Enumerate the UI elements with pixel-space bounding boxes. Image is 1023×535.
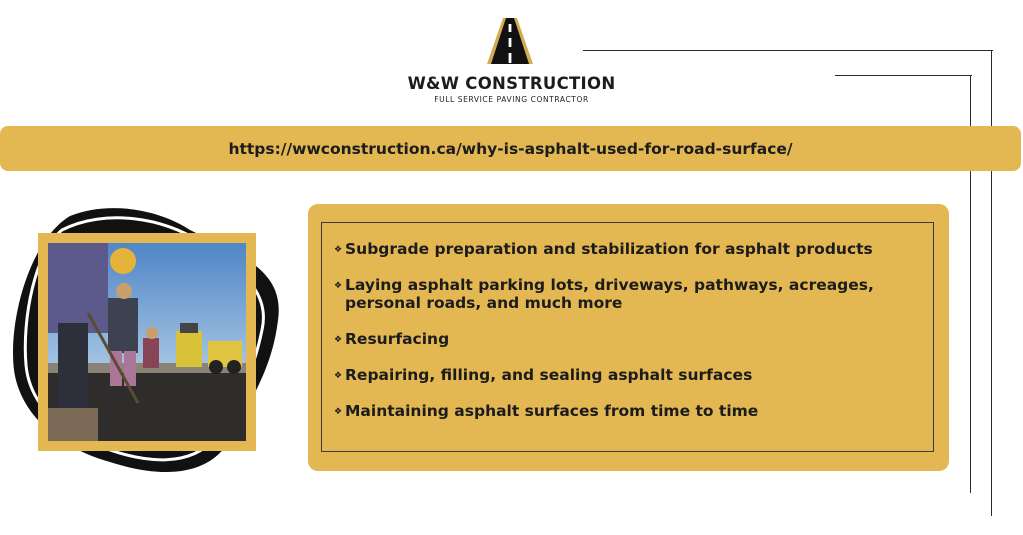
url-banner bbox=[0, 126, 1021, 171]
diamond-bullet-icon: ❖ bbox=[334, 335, 343, 345]
service-text: Subgrade preparation and stabilization for asphalt products bbox=[345, 240, 873, 258]
road-logo-icon bbox=[470, 14, 550, 70]
list-item bbox=[334, 402, 914, 420]
service-text: Repairing, filling, and sealing asphalt surfaces bbox=[345, 366, 753, 384]
decorative-line-right bbox=[991, 50, 992, 516]
list-item bbox=[334, 330, 914, 348]
service-text: Maintaining asphalt surfaces from time to time bbox=[345, 402, 759, 420]
decorative-line-top bbox=[583, 50, 993, 51]
url-text[interactable]: https://wwconstruction.ca/why-is-asphalt-used-for-road-surface/ bbox=[228, 139, 793, 158]
list-item bbox=[334, 276, 914, 312]
service-text: Resurfacing bbox=[345, 330, 450, 348]
diamond-bullet-icon: ❖ bbox=[334, 371, 343, 381]
diamond-bullet-icon: ❖ bbox=[334, 245, 343, 255]
services-list bbox=[334, 240, 914, 438]
diamond-bullet-icon: ❖ bbox=[334, 407, 343, 417]
service-text: Laying asphalt parking lots, driveways, pathways, acreages, personal roads, and much more bbox=[345, 276, 874, 312]
brand-tagline: FULL SERVICE PAVING CONTRACTOR bbox=[434, 95, 589, 104]
paving-workers-photo bbox=[48, 243, 246, 441]
brand-name: W&W CONSTRUCTION bbox=[407, 74, 616, 93]
diamond-bullet-icon: ❖ bbox=[334, 281, 343, 291]
list-item bbox=[334, 240, 914, 258]
list-item bbox=[334, 366, 914, 384]
